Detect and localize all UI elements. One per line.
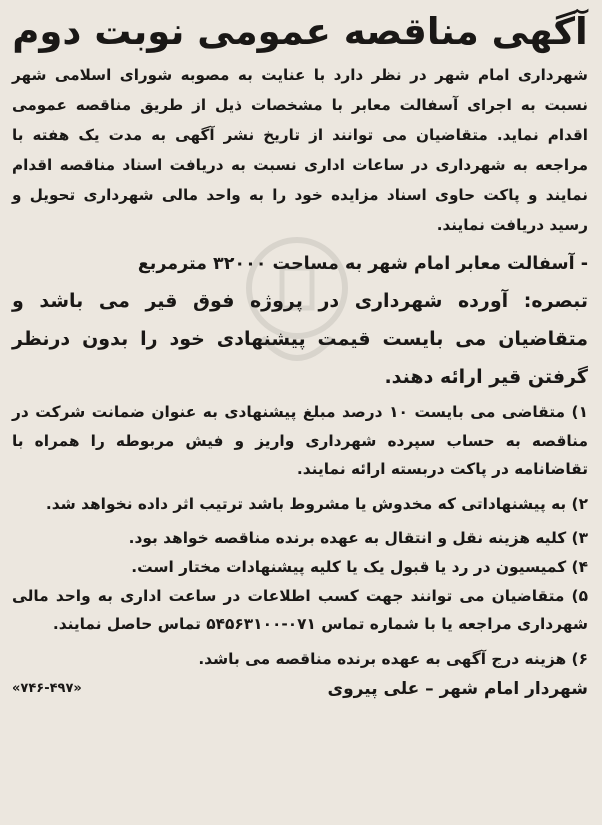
conditions-list xyxy=(12,398,588,673)
notice-footer xyxy=(12,675,588,703)
condition-item-2: ۲) به پیشنهاداتی که مخدوش یا مشروط باشد ترتیب اثر داده نخواهد شد. xyxy=(45,494,588,513)
condition-item-1: ۱) متقاضی می بایست ۱۰ درصد مبلغ پیشنهادی به عنوان ضمانت شرکت در مناقصه به حساب سپرده شهرداری واریز و فیش مربوطه را همراه با تقاضانامه در پاکت دربسته ارائه نمایند. xyxy=(12,403,588,479)
condition-item-6: ۶) هزینه درج آگهی به عهده برنده مناقصه می باشد. xyxy=(198,649,588,668)
condition-item-3: ۳) کلیه هزینه نقل و انتقال به عهده برنده مناقصه خواهد بود. xyxy=(128,529,588,548)
notice-intro: شهرداری امام شهر در نظر دارد با عنایت به مصوبه شورای اسلامی شهر نسبت به اجرای آسفالت معابر با مشخصات ذیل از طریق مناقصه عمومی اقدام نماید. متقاضیان می توانند از تاریخ نشر آگهی به مدت یک هفته با مراجعه به شهرداری در ساعات اداری نسبت به دریافت اسناد مناقصه اقدام نمایند و پاکت حاوی اسناد مزایده خود را به واحد مالی شهرداری تحویل و رسید دریافت نمایند. xyxy=(12,66,588,234)
signature-line: شهردار امام شهر – علی پیروی xyxy=(327,679,588,700)
condition-item-5: ۵) متقاضیان می توانند جهت کسب اطلاعات در ساعت اداری به واحد مالی شهرداری مراجعه یا با شماره تماس ۰۷۱-۵۴۵۶۳۱۰۰ تماس حاصل نمایند. xyxy=(12,586,588,634)
tender-note: تبصره: آورده شهرداری در پروژه فوق قیر می باشد و متقاضیان می بایست قیمت پیشنهادی خود را بدون درنظر گرفتن قیر ارائه دهند. xyxy=(12,290,588,388)
ad-code: «۷۴۶-۴۹۷» xyxy=(12,681,82,697)
condition-item-4: ۴) کمیسیون در رد یا قبول یک یا کلیه پیشنهادات مختار است. xyxy=(131,557,588,576)
tender-subject: - آسفالت معابر امام شهر به مساحت ۳۲۰۰۰ مترمربع xyxy=(137,254,588,274)
notice-title: آگهی مناقصه عمومی نوبت دوم xyxy=(12,10,588,53)
